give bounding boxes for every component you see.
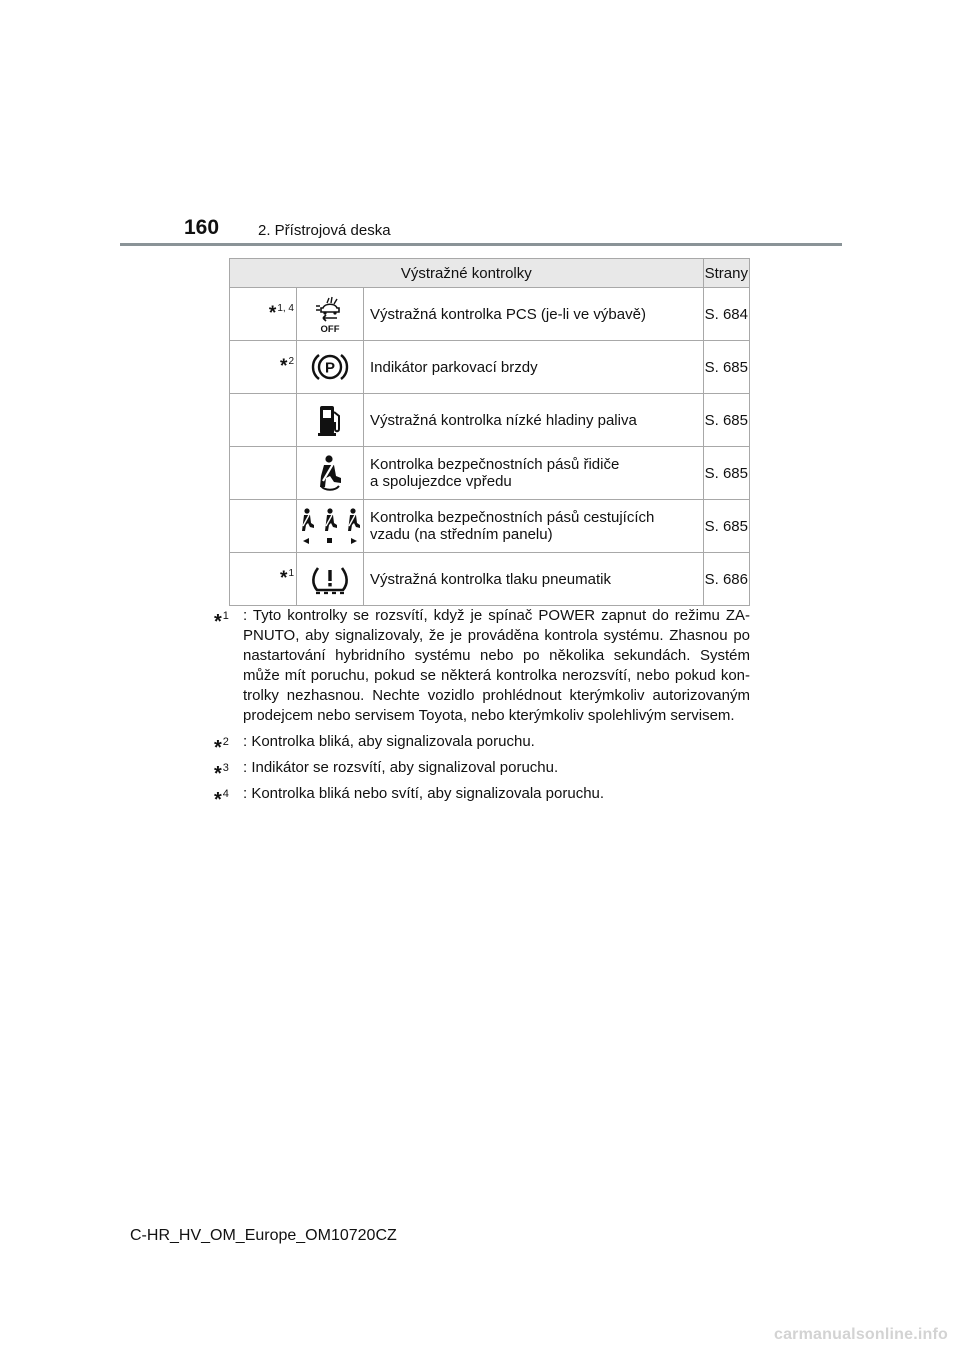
page-reference: S. 685: [703, 447, 749, 500]
footnote-ref: [230, 394, 297, 447]
low-fuel-icon: [297, 394, 364, 447]
svg-text:P: P: [324, 359, 336, 377]
footnote-text: : Tyto kontrolky se rozsvítí, když je spínač POWER zapnut do režimu ZA-PNUTO, aby signalizovaly, že je prováděna kontrola systému. Zhasnou po nastartování hybridního systému nebo po několika sekundách. Systém může mít poruchu, pokud se některá kontrolka nerozsvítí, nebo pokud kon-trolky nezhasnou. Nechte vozidlo prohlédnout kterýmkoliv autorizovaným prodejcem nebo servisem Toyota, nebo kterýmkoliv spolehlivým servisem.: [243, 607, 750, 724]
table-row: [230, 288, 750, 341]
page-reference: S. 684: [703, 288, 749, 341]
footnote-text: : Indikátor se rozsvítí, aby signalizoval poruchu.: [243, 759, 559, 776]
warning-description: Kontrolka bezpečnostních pásů řidiče a spolujezdce vpředu: [364, 447, 704, 500]
document-code: C-HR_HV_OM_Europe_OM10720CZ: [130, 1227, 397, 1244]
table-header-row: [230, 259, 750, 288]
footnote-ref: *$^2$: [230, 341, 297, 394]
footnote: [214, 606, 750, 726]
warning-description: Výstražná kontrolka nízké hladiny paliva: [364, 394, 704, 447]
warning-description: Výstražná kontrolka tlaku pneumatik: [364, 553, 704, 606]
page-reference: S. 685: [703, 341, 749, 394]
column-header-warning-lights: Výstražné kontrolky: [230, 259, 704, 288]
parking-brake-icon: [297, 341, 364, 394]
page-reference: S. 685: [703, 394, 749, 447]
footnote-marker: *$^4$: [214, 788, 229, 811]
warning-description: Kontrolka bezpečnostních pásů cestujících vzadu (na středním panelu): [364, 500, 704, 553]
column-header-pages: Strany: [703, 259, 749, 288]
header-divider: [120, 243, 842, 246]
warning-description: Výstražná kontrolka PCS (je-li ve výbavě): [364, 288, 704, 341]
watermark: carmanualsonline.info: [773, 1326, 948, 1343]
footnote-ref: [230, 447, 297, 500]
page-reference: S. 686: [703, 553, 749, 606]
table-row: [230, 447, 750, 500]
table-row: [230, 341, 750, 394]
footnote-text: : Kontrolka bliká nebo svítí, aby signalizovala poruchu.: [243, 785, 605, 802]
page-number: 160: [184, 216, 220, 239]
footnote-marker: *$^1$: [214, 610, 229, 633]
footnote-ref: *$^1$: [230, 553, 297, 606]
table-row: [230, 553, 750, 606]
footnotes: [214, 606, 750, 810]
table-row: [230, 394, 750, 447]
footnote-ref: [230, 500, 297, 553]
pcs-off-label: OFF: [320, 324, 340, 334]
page-reference: S. 685: [703, 500, 749, 553]
warning-description: Indikátor parkovací brzdy: [364, 341, 704, 394]
tire-pressure-icon: [297, 553, 364, 606]
footnote-text: : Kontrolka bliká, aby signalizovala poruchu.: [243, 733, 535, 750]
section-title: 2. Přístrojová deska: [258, 222, 391, 239]
footnote-marker: *$^3$: [214, 762, 229, 785]
footnote-marker: *$^2$: [214, 736, 229, 759]
footnote: [214, 732, 750, 759]
footnote-ref: *$^{1, 4}$: [230, 288, 297, 341]
footnote: [214, 758, 750, 785]
rear-seatbelts-icon: [297, 500, 364, 553]
warning-lights-table: [229, 258, 750, 606]
table-row: [230, 500, 750, 553]
pcs-warning-icon: [297, 288, 364, 341]
front-seatbelt-icon: [297, 447, 364, 500]
footnote: [214, 784, 750, 811]
